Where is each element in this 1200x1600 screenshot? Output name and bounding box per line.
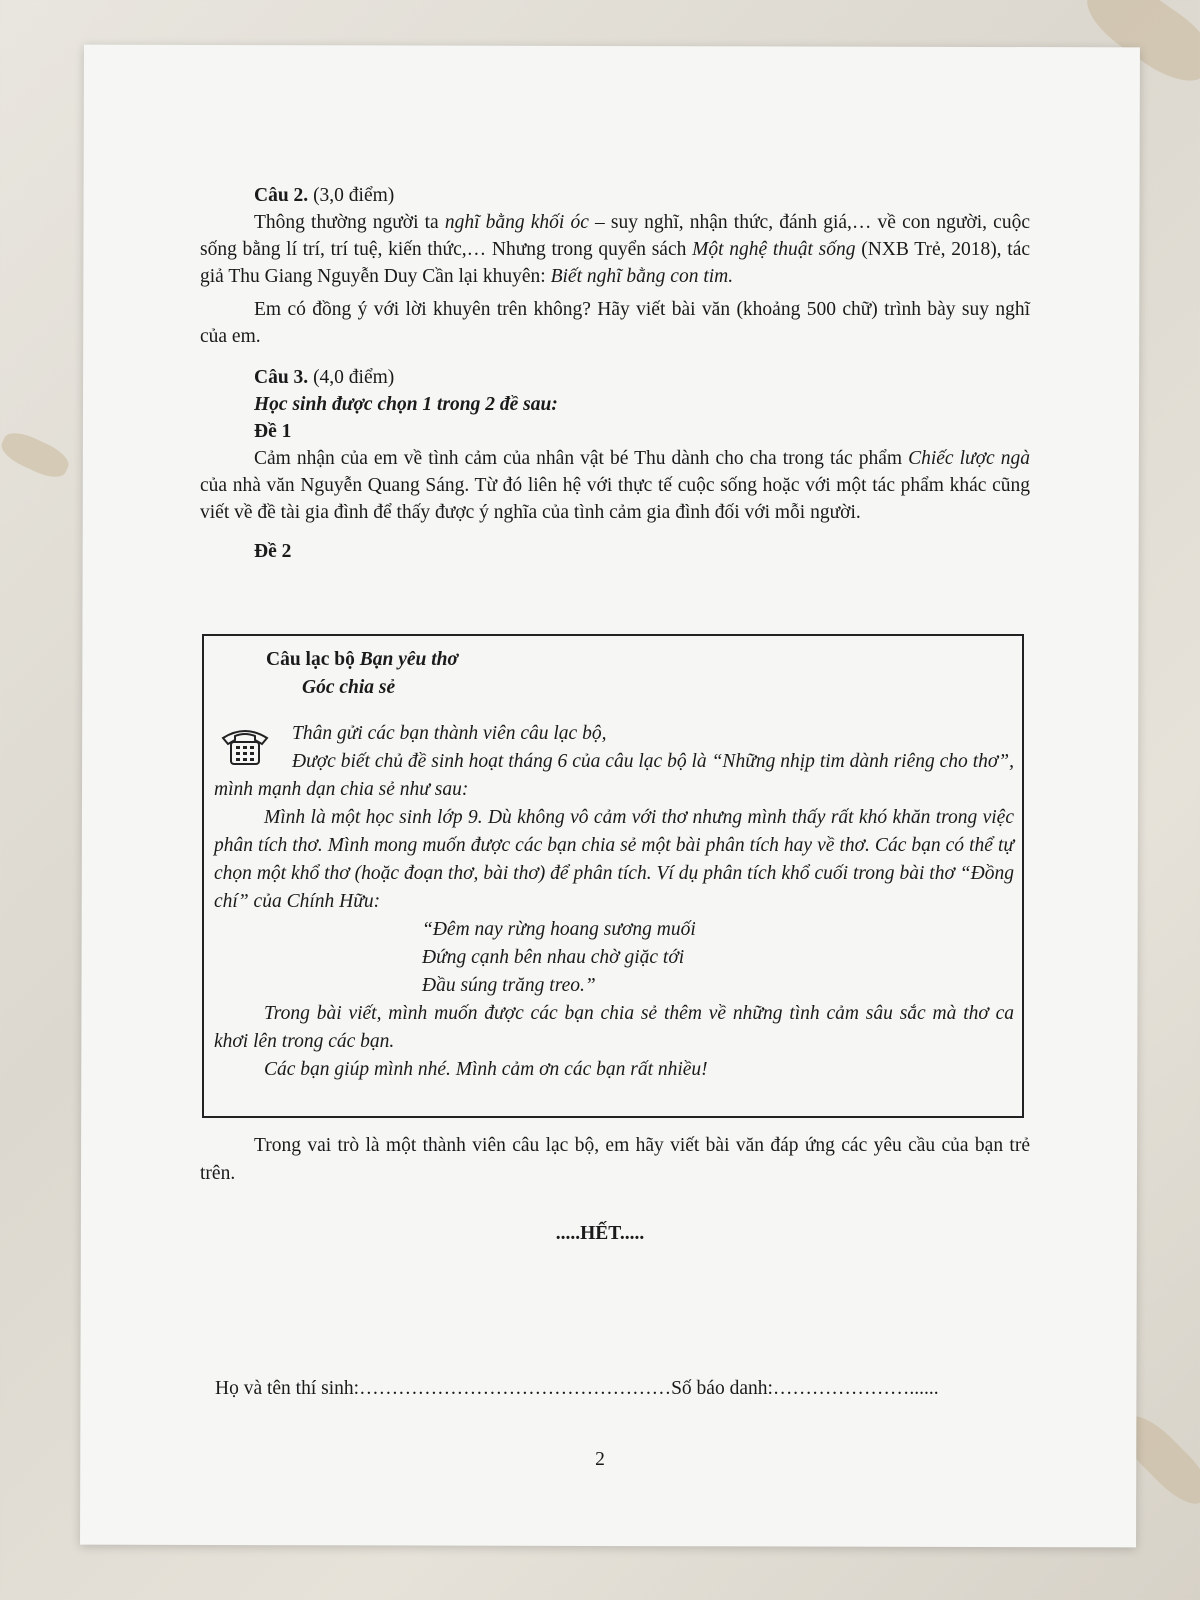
letter-line-4: Các bạn giúp mình nhé. Mình cảm ơn các bạn rất nhiều! <box>264 1059 708 1080</box>
option-2-title: Đề 2 <box>254 541 292 562</box>
question-3-heading <box>254 364 1030 391</box>
option-1-title: Đề 1 <box>254 421 292 442</box>
question-3-title: Câu 3. <box>254 367 309 388</box>
letter-line-2: Mình là một học sinh lớp 9. Dù không vô cảm với thơ nhưng mình thấy rất khó khăn trong việc phân tích thơ. Mình mong muốn được các bạn chia sẻ một bài phân tích hay về thơ. Các bạn có thể tự chọn một khổ thơ (hoặc đoạn thơ, bài thơ) để phân tích. Ví dụ phân tích khổ cuối trong bài thơ “Đồng chí” của Chính Hữu: <box>214 807 1014 912</box>
poem-line: Đầu súng trăng treo.” <box>422 975 596 996</box>
text-run: của nhà văn Nguyễn Quang Sáng. Từ đó liên hệ với thực tế cuộc sống hoặc với một tác phẩm khác cũng viết về đề tài gia đình để thấy được ý nghĩa của tình cảm gia đình đối với mỗi người. <box>200 475 1030 523</box>
text-run: Thông thường người ta <box>254 212 445 233</box>
question-2-points: (3,0 điểm) <box>308 185 395 206</box>
poem-excerpt <box>422 916 1014 1000</box>
club-label: Câu lạc bộ <box>266 649 360 670</box>
letter-line-3: Trong bài viết, mình muốn được các bạn chia sẻ thêm về những tình cảm sâu sắc mà thơ ca khơi lên trong các bạn. <box>214 1003 1014 1052</box>
task-text: Trong vai trò là một thành viên câu lạc bộ, em hãy viết bài văn đáp ứng các yêu cầu của bạn trẻ trên. <box>200 1135 1030 1184</box>
text-run: Cảm nhận của em về tình cảm của nhân vật bé Thu dành cho cha trong tác phẩm <box>254 448 909 469</box>
club-letter-box <box>202 634 1024 1118</box>
option-1-text <box>200 445 1030 526</box>
work-title: Chiếc lược ngà <box>908 448 1030 469</box>
text-run: – suy nghĩ, nhận thức, đánh giá,… về con người, cuộc sống bằng lí trí, trí tuệ, kiến thức,… Nhưng trong quyển sách <box>200 212 1030 260</box>
poem-line: Đứng cạnh bên nhau chờ giặc tới <box>422 947 685 968</box>
end-marker: .....HẾT..... <box>555 1223 645 1244</box>
marble-vein <box>0 427 73 484</box>
question-2-paragraph-1 <box>200 209 1030 290</box>
question-3-points: (4,0 điểm) <box>308 367 395 388</box>
question-2-paragraph-2: Em có đồng ý với lời khuyên trên không? Hãy viết bài văn (khoảng 500 chữ) trình bày suy nghĩ của em. <box>200 299 1030 347</box>
poem-line: “Đêm nay rừng hoang sương muối <box>422 919 696 940</box>
letter-greeting: Thân gửi các bạn thành viên câu lạc bộ, <box>292 723 607 744</box>
telephone-icon <box>220 726 270 766</box>
question-2-heading <box>254 182 1030 209</box>
task-instruction <box>200 1132 1030 1188</box>
question-2-title: Câu 2. <box>254 185 309 206</box>
letter-body <box>214 720 1014 1084</box>
choose-instruction: Học sinh được chọn 1 trong 2 đề sau: <box>254 394 558 415</box>
letter-line-1: Được biết chủ đề sinh hoạt tháng 6 của câu lạc bộ là “Những nhịp tim dành riêng cho thơ”, mình mạnh dạn chia sẻ như sau: <box>214 751 1014 800</box>
club-title: Bạn yêu thơ <box>359 649 458 670</box>
page-number: 2 <box>595 1449 605 1470</box>
club-name <box>266 646 1014 674</box>
candidate-info-line: Họ và tên thí sinh:…………………………………………Số báo danh:…………………...... <box>215 1378 939 1399</box>
book-title: Một nghệ thuật sống <box>692 239 856 260</box>
text-run-italic: nghĩ bằng khối óc <box>444 212 589 233</box>
share-corner-title: Góc chia sẻ <box>302 677 396 698</box>
exam-content <box>200 182 1030 565</box>
text-run: (NXB Trẻ, 2018), tác giả Thu Giang Nguyễn Duy Cần lại khuyên: <box>200 239 1030 287</box>
quoted-advice: Biết nghĩ bằng con tim. <box>550 266 734 287</box>
